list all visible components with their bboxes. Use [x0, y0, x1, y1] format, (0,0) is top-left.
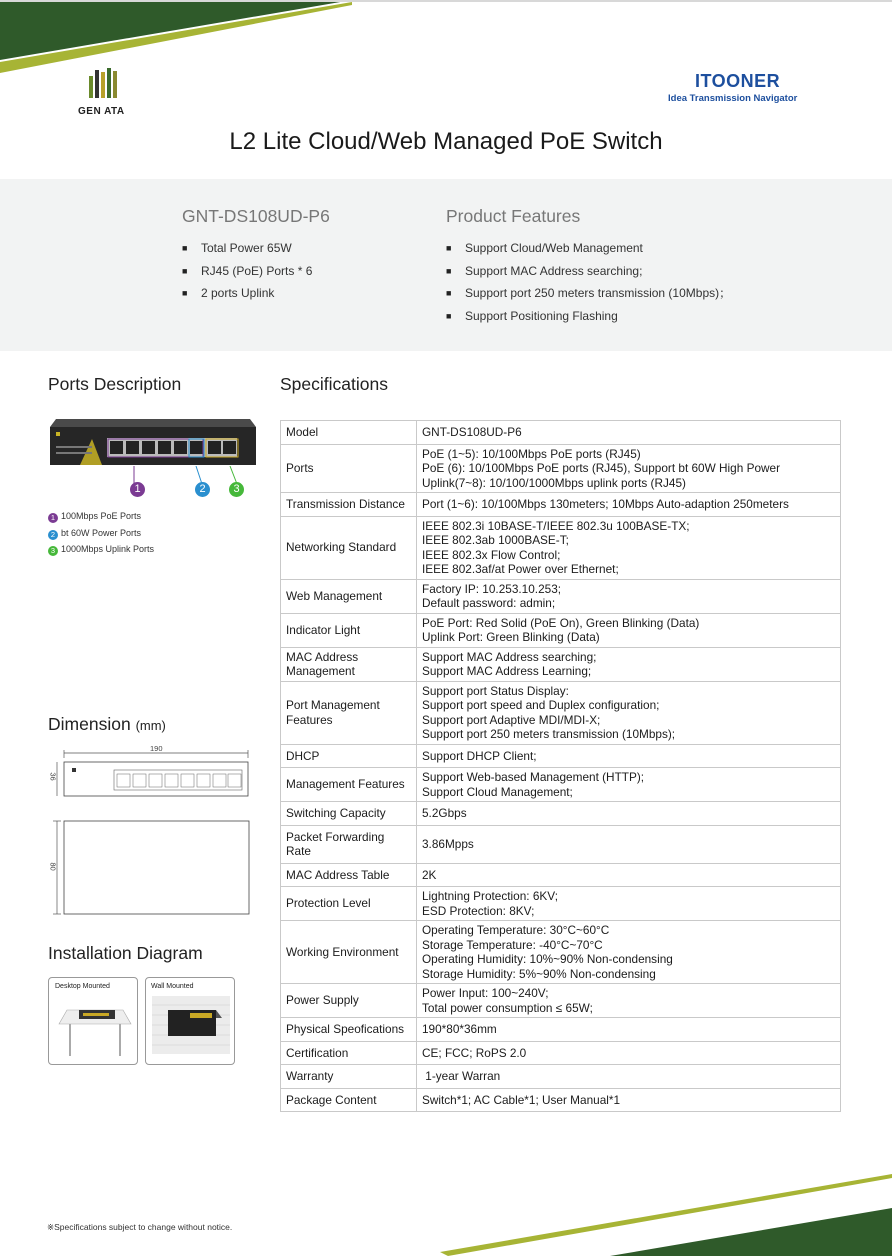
legend-dot-1: 1 [48, 513, 58, 523]
spec-row [281, 516, 841, 579]
spec-value [417, 921, 841, 984]
legend-label: 100Mbps PoE Ports [61, 511, 142, 521]
spec-key: Model [281, 421, 417, 445]
dimension-top-drawing [48, 818, 253, 918]
dimension-depth-label: 80 [48, 862, 58, 871]
spec-value-line: Support port Adaptive MDI/MDI-X; [422, 712, 601, 727]
spec-value [417, 444, 841, 493]
spec-value-line: 1-year Warran [422, 1069, 501, 1083]
port-marker-3: 3 [229, 482, 244, 497]
spec-value-line: PoE Port: Red Solid (PoE On), Green Blinking (Data) [422, 615, 700, 630]
ports-heading: Ports Description [48, 374, 182, 394]
dimension-heading [48, 714, 166, 735]
spec-value [417, 681, 841, 744]
spec-key: Management Features [281, 768, 417, 802]
top-divider [0, 0, 892, 2]
spec-value [417, 1088, 841, 1112]
itooner-logo [668, 71, 818, 104]
spec-value-line: Factory IP: 10.253.10.253; [422, 581, 562, 596]
spec-value-line: Uplink(7~8): 10/100/1000Mbps uplink ports (RJ45) [422, 475, 686, 490]
spec-key: Warranty [281, 1065, 417, 1089]
desktop-mounted-card [48, 977, 138, 1065]
port-marker-1: 1 [130, 482, 145, 497]
spec-value [417, 1018, 841, 1042]
wall-mounted-label: Wall Mounted [151, 983, 194, 990]
spec-value [417, 744, 841, 768]
spec-key: Certification [281, 1041, 417, 1065]
spec-row [281, 744, 841, 768]
spec-key: Protection Level [281, 887, 417, 921]
genata-mark-icon [78, 68, 134, 100]
model-point: ■ 2 ports Uplink [182, 286, 312, 309]
spec-value-line: ESD Protection: 8KV; [422, 903, 535, 918]
spec-value-line: 3.86Mpps [422, 836, 474, 851]
genata-wordmark: GEN ATA [78, 106, 125, 117]
feature-item: ■ Support Positioning Flashing [446, 309, 731, 332]
spec-value-line: IEEE 802.3x Flow Control; [422, 547, 561, 562]
spec-key: Package Content [281, 1088, 417, 1112]
spec-value [417, 1065, 841, 1089]
spec-value-line: Support MAC Address Learning; [422, 664, 592, 678]
spec-row [281, 863, 841, 887]
port-legend-item [48, 511, 141, 523]
spec-value-line: Lightning Protection: 6KV; [422, 889, 558, 903]
itooner-wordmark: ITOONER [695, 71, 781, 91]
spec-key: Physical Speofications [281, 1018, 417, 1042]
port-legend-item [48, 528, 141, 540]
spec-value-line: Storage Humidity: 5%~90% Non-condensing [422, 966, 656, 981]
spec-row [281, 921, 841, 984]
spec-value-line: Support port speed and Duplex configuration; [422, 698, 660, 712]
spec-value-line: Operating Humidity: 10%~90% Non-condensing [422, 952, 673, 966]
spec-value-line: Total power consumption ≤ 65W; [422, 1000, 593, 1015]
legend-label: bt 60W Power Ports [61, 528, 142, 538]
spec-row [281, 1018, 841, 1042]
spec-value-line: Support MAC Address searching; [422, 649, 597, 664]
features-list [446, 241, 731, 332]
spec-key: Networking Standard [281, 516, 417, 579]
model-points [182, 241, 312, 309]
spec-row [281, 681, 841, 744]
spec-value-line: Port (1~6): 10/100Mbps 130meters; 10Mbps Auto-adaption 250meters [422, 497, 789, 511]
spec-value [417, 516, 841, 579]
spec-value [417, 647, 841, 681]
spec-value [417, 825, 841, 863]
installation-heading: Installation Diagram [48, 943, 203, 963]
features-heading: Product Features [446, 206, 581, 226]
port-legend-item [48, 544, 154, 556]
spec-key: MAC Address Management [281, 647, 417, 681]
spec-row [281, 984, 841, 1018]
model-point: ■ RJ45 (PoE) Ports * 6 [182, 264, 312, 287]
switch-front-panel [50, 419, 256, 466]
spec-value [417, 887, 841, 921]
wall-mounted-card [145, 977, 235, 1065]
dimension-height-label: 36 [48, 772, 58, 781]
specs-table [280, 420, 841, 1112]
feature-item: ■ Support port 250 meters transmission (10Mbps)； [446, 286, 731, 309]
spec-value-line: 190*80*36mm [422, 1022, 497, 1036]
spec-key: Working Environment [281, 921, 417, 984]
spec-key: Port Management Features [281, 681, 417, 744]
spec-value-line: 5.2Gbps [422, 806, 467, 820]
feature-item: ■ Support MAC Address searching; [446, 264, 731, 287]
dimension-width-label: 190 [150, 744, 163, 753]
page-title: L2 Lite Cloud/Web Managed PoE Switch [229, 128, 663, 155]
spec-value-line: Power Input: 100~240V; [422, 986, 549, 1000]
spec-value-line: CE; FCC; RoPS 2.0 [422, 1045, 527, 1060]
port-marker-2: 2 [195, 482, 210, 497]
spec-key: Transmission Distance [281, 493, 417, 517]
spec-row [281, 802, 841, 826]
spec-value-line: Support port Status Display: [422, 683, 569, 698]
overview-band [0, 179, 892, 351]
spec-value [417, 1041, 841, 1065]
spec-row [281, 647, 841, 681]
spec-value [417, 802, 841, 826]
spec-value-line: Storage Temperature: -40°C~70°C [422, 937, 603, 952]
spec-value-line: GNT-DS108UD-P6 [422, 425, 522, 439]
spec-value-line: Support DHCP Client; [422, 748, 537, 763]
spec-row [281, 1065, 841, 1089]
spec-value-line: Switch*1; AC Cable*1; User Manual*1 [422, 1092, 621, 1107]
specs-heading: Specifications [280, 374, 388, 394]
legend-label: 1000Mbps Uplink Ports [61, 544, 155, 554]
spec-value-line: IEEE 802.3af/at Power over Ethernet; [422, 562, 619, 576]
legend-dot-2: 2 [48, 530, 58, 540]
spec-value [417, 613, 841, 647]
dimension-front-drawing [48, 750, 253, 800]
dimension-unit: (mm) [135, 718, 166, 733]
spec-row [281, 825, 841, 863]
footer-note: ※Specifications subject to change without notice. [47, 1222, 233, 1232]
spec-row [281, 579, 841, 613]
spec-value-line: Operating Temperature: 30°C~60°C [422, 923, 610, 937]
genata-logo [78, 68, 134, 117]
spec-value [417, 579, 841, 613]
spec-row [281, 613, 841, 647]
spec-key: DHCP [281, 744, 417, 768]
spec-value-line: Support Web-based Management (HTTP); [422, 770, 645, 784]
spec-key: Power Supply [281, 984, 417, 1018]
spec-key: Ports [281, 444, 417, 493]
spec-key: MAC Address Table [281, 863, 417, 887]
spec-value [417, 768, 841, 802]
spec-value-line: IEEE 802.3i 10BASE-T/IEEE 802.3u 100BASE-TX; [422, 518, 690, 533]
itooner-tagline: Idea Transmission Navigator [668, 93, 798, 104]
switch-front-icon [50, 419, 256, 466]
wall-mount-icon [146, 990, 234, 1056]
legend-dot-3: 3 [48, 546, 58, 556]
spec-row [281, 444, 841, 493]
spec-key: Indicator Light [281, 613, 417, 647]
spec-row [281, 1088, 841, 1112]
bottom-right-stripes [440, 1170, 892, 1256]
model-point: ■ Total Power 65W [182, 241, 312, 264]
spec-value-line: Uplink Port: Green Blinking (Data) [422, 630, 600, 644]
spec-row [281, 1041, 841, 1065]
desktop-mount-icon [49, 990, 137, 1056]
spec-value-line: Support Cloud Management; [422, 784, 573, 799]
dimension-title: Dimension [48, 714, 131, 734]
model-heading: GNT-DS108UD-P6 [182, 206, 330, 226]
port-callout-lines [50, 466, 256, 486]
spec-value [417, 421, 841, 445]
spec-value-line: Default password: admin; [422, 596, 556, 610]
spec-key: Web Management [281, 579, 417, 613]
spec-value [417, 984, 841, 1018]
spec-key: Switching Capacity [281, 802, 417, 826]
spec-value-line: 2K [422, 867, 437, 882]
spec-value-line: Support port 250 meters transmission (10Mbps); [422, 727, 676, 741]
feature-item: ■ Support Cloud/Web Management [446, 241, 731, 264]
spec-value [417, 863, 841, 887]
desktop-mounted-label: Desktop Mounted [55, 983, 110, 990]
spec-row [281, 493, 841, 517]
spec-value-line: IEEE 802.3ab 1000BASE-T; [422, 533, 569, 547]
spec-row [281, 768, 841, 802]
spec-key: Packet Forwarding Rate [281, 825, 417, 863]
spec-row [281, 421, 841, 445]
spec-row [281, 887, 841, 921]
spec-value [417, 493, 841, 517]
spec-value-line: PoE (1~5): 10/100Mbps PoE ports (RJ45) [422, 446, 641, 461]
spec-value-line: PoE (6): 10/100Mbps PoE ports (RJ45), Support bt 60W High Power [422, 461, 781, 475]
